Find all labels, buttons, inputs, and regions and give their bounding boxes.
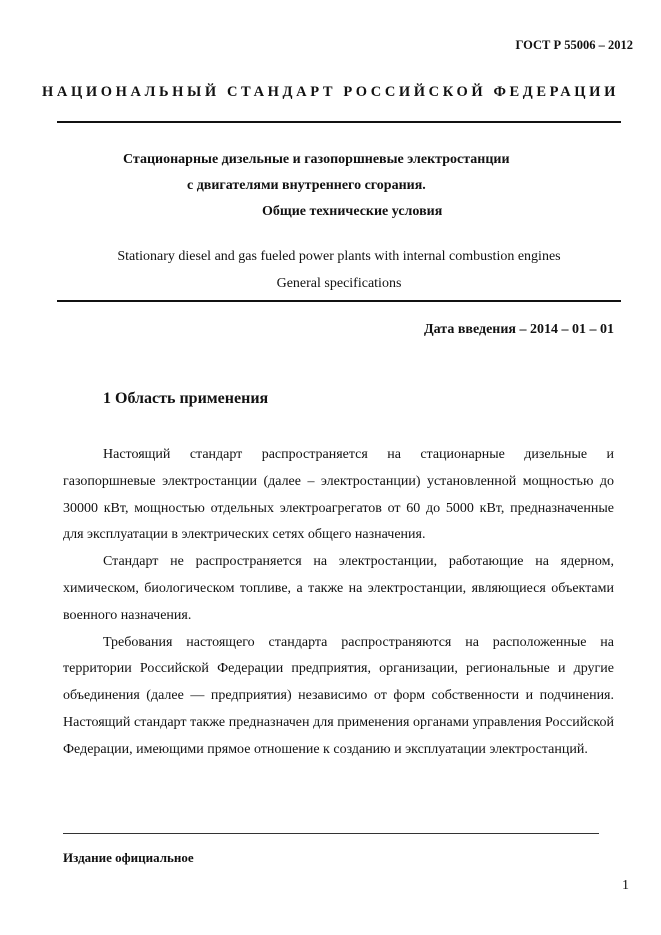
title-en-line-1: Stationary diesel and gas fueled power plants with internal combustion engines [117, 249, 561, 264]
standard-title: НАЦИОНАЛЬНЫЙ СТАНДАРТ РОССИЙСКОЙ ФЕДЕРАЦИИ [42, 84, 619, 100]
top-divider [57, 121, 621, 123]
paragraph: Требования настоящего стандарта распространяются на расположенные на территории Российской Федерации предприятия, организации, региональные и другие объединения (далее — предприятия) независимо от форм собственности и подчинения. Настоящий стандарт также предназначен для применения органами управления Российской Федерации, имеющими прямое отношение к созданию и эксплуатации электростанций. [63, 634, 614, 757]
title-ru-line-2: с двигателями внутреннего сгорания. [187, 178, 426, 193]
page-number: 1 [622, 878, 629, 893]
footnote-divider [63, 833, 599, 834]
title-ru-line-1: Стационарные дизельные и газопоршневые электростанции [123, 152, 510, 167]
paragraph: Стандарт не распространяется на электростанции, работающие на ядерном, химическом, биологическом топливе, а также на электростанции, являющиеся объектами военного назначения. [63, 554, 614, 623]
edition-note: Издание официальное [63, 850, 194, 865]
document-code: ГОСТ Р 55006 – 2012 [515, 38, 633, 52]
title-ru-line-3: Общие технические условия [262, 204, 443, 219]
section-heading: 1 Область применения [103, 390, 269, 407]
title-en-line-2: General specifications [276, 276, 402, 291]
title-divider [57, 300, 621, 302]
section-body [63, 442, 614, 764]
introduction-date: Дата введения – 2014 – 01 – 01 [424, 322, 614, 337]
paragraph: Настоящий стандарт распространяется на стационарные дизельные и газопоршневые электростанции (далее – электростанции) установленной мощностью до 30000 кВт, мощностью отдельных электроагрегатов от 60 до 5000 кВт, предназначенные для эксплуатации в электрических сетях общего назначения. [63, 447, 614, 543]
